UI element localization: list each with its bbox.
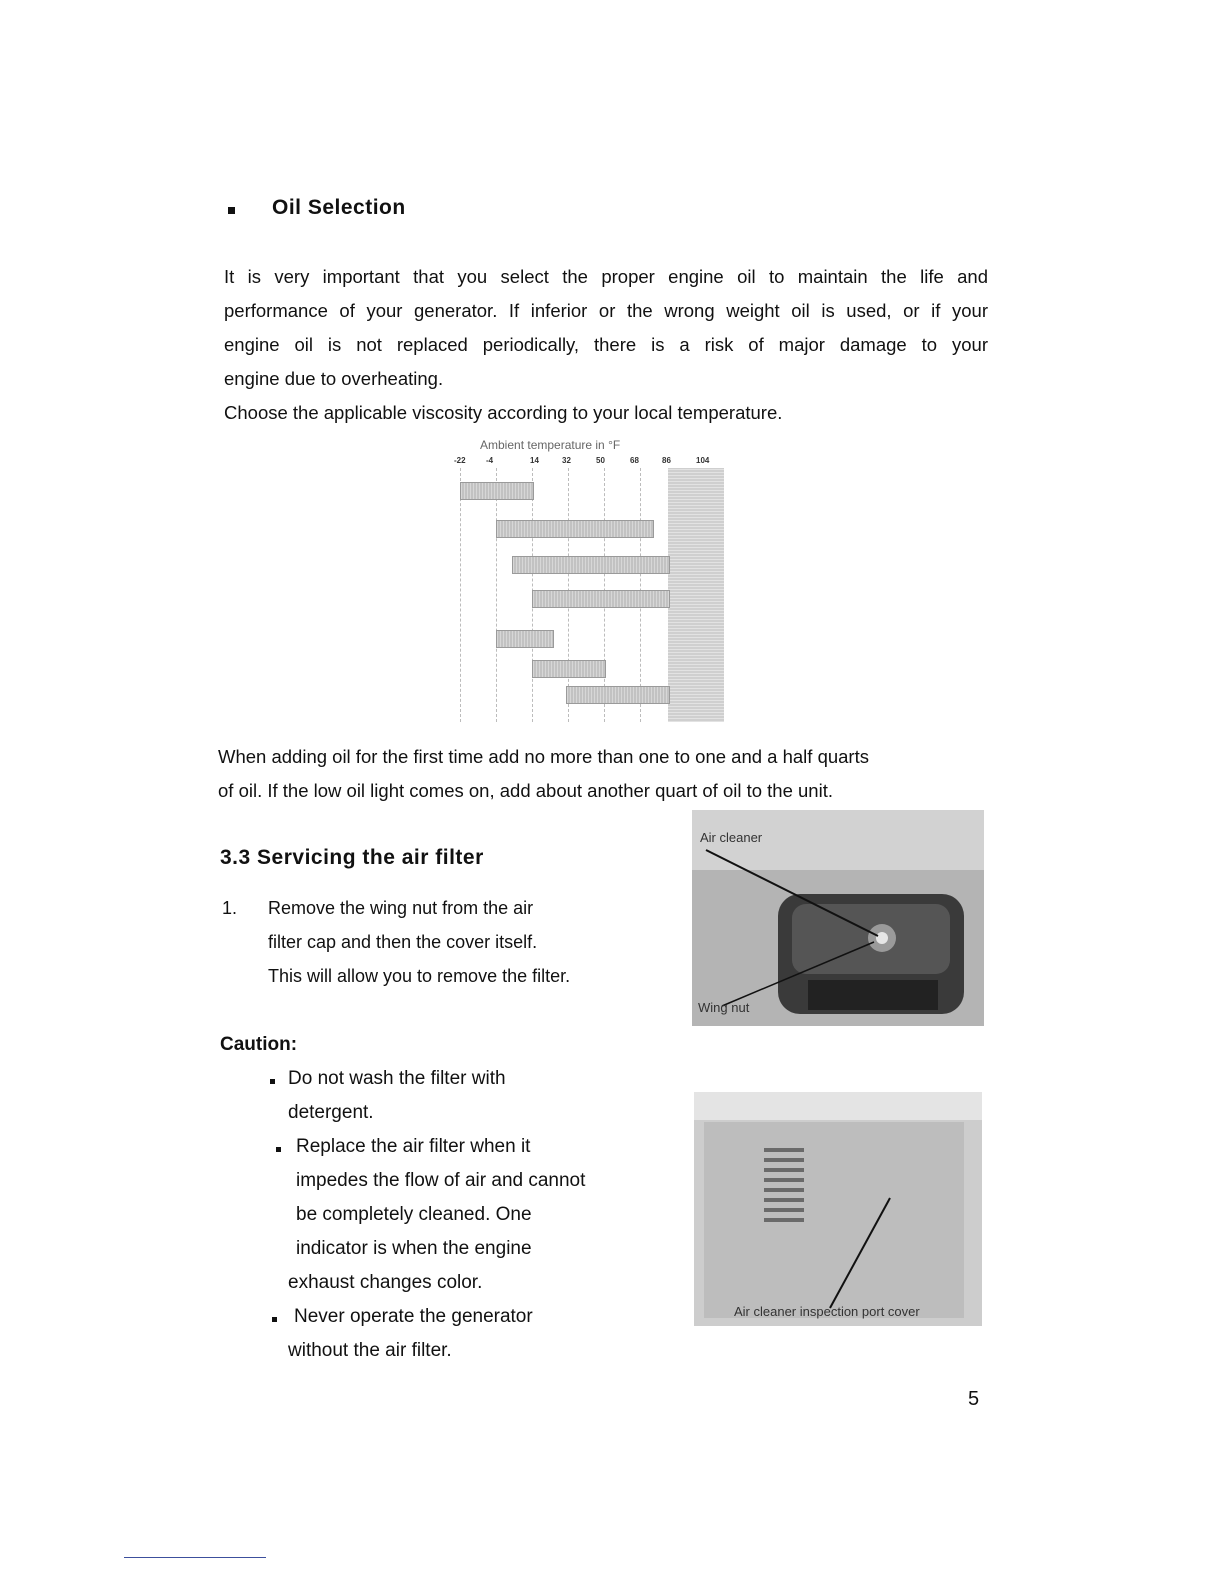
caution-line: Do not wash the filter with [288, 1068, 506, 1089]
choose-viscosity-line: Choose the applicable viscosity according to your local temperature. [224, 402, 783, 423]
chart-gridline [496, 468, 497, 722]
caution-line: indicator is when the engine [296, 1238, 532, 1259]
inspection-port-photo-art [694, 1092, 982, 1326]
inspection-port-photo [694, 1092, 982, 1326]
caution-line: Never operate the generator [294, 1306, 533, 1327]
viscosity-bar [460, 482, 534, 500]
tick-label: 104 [696, 456, 710, 465]
air-filter-heading: 3.3 Servicing the air filter [220, 846, 484, 869]
oil-paragraph-line-1: It is very important that you select the proper engine oil to maintain the life and [224, 266, 988, 287]
photo1-label-bottom: Wing nut [698, 1000, 750, 1015]
tick-label: 68 [630, 456, 639, 465]
chart-title: Ambient temperature in °F [480, 438, 621, 452]
adding-oil-line-1: When adding oil for the first time add no more than one to one and a half quarts [218, 746, 869, 767]
step-line-1: Remove the wing nut from the air [268, 898, 534, 918]
viscosity-bar [496, 630, 554, 648]
air-cleaner-photo [692, 810, 984, 1026]
step-line-3: This will allow you to remove the filter. [268, 966, 571, 986]
chart-gridline [460, 468, 461, 722]
caution-line: Replace the air filter when it [296, 1136, 531, 1157]
photo1-label-top: Air cleaner [700, 830, 763, 845]
caution-bullet [276, 1147, 281, 1152]
caution-line: impedes the flow of air and cannot [296, 1170, 586, 1191]
oil-paragraph-line-3: engine oil is not replaced periodically, there is a risk of major damage to your [224, 334, 988, 355]
footer-rule [124, 1557, 266, 1558]
viscosity-bar [496, 520, 654, 538]
oil-paragraph-line-4: engine due to overheating. [224, 368, 444, 389]
oil-selection-heading: Oil Selection [272, 196, 406, 219]
viscosity-bar [566, 686, 670, 704]
tick-label: -22 [454, 456, 466, 465]
caution-line: exhaust changes color. [288, 1272, 483, 1293]
caution-line: be completely cleaned. One [296, 1204, 532, 1225]
oil-paragraph-line-2: performance of your generator. If inferior or the wrong weight oil is used, or if your [224, 300, 988, 321]
tick-label: 14 [530, 456, 539, 465]
caution-bullet [272, 1317, 277, 1322]
caution-line: detergent. [288, 1102, 374, 1123]
caution-bullet [270, 1079, 275, 1084]
tick-label: 32 [562, 456, 571, 465]
viscosity-bar [532, 590, 670, 608]
chart-tick-row [454, 456, 724, 468]
tick-label: -4 [486, 456, 494, 465]
tick-label: 50 [596, 456, 605, 465]
page-number: 5 [968, 1388, 980, 1410]
section-bullet [228, 207, 235, 214]
viscosity-bar [512, 556, 670, 574]
step-line-2: filter cap and then the cover itself. [268, 932, 538, 952]
photo2-label: Air cleaner inspection port cover [734, 1304, 920, 1319]
caution-line: without the air filter. [288, 1340, 452, 1361]
adding-oil-line-2: of oil. If the low oil light comes on, add about another quart of oil to the unit. [218, 780, 833, 801]
caution-title: Caution: [220, 1034, 298, 1055]
chart-shaded-column [668, 468, 724, 722]
tick-label: 86 [662, 456, 671, 465]
viscosity-chart-figure [436, 468, 724, 722]
viscosity-bar [532, 660, 606, 678]
step-number: 1. [222, 898, 238, 918]
